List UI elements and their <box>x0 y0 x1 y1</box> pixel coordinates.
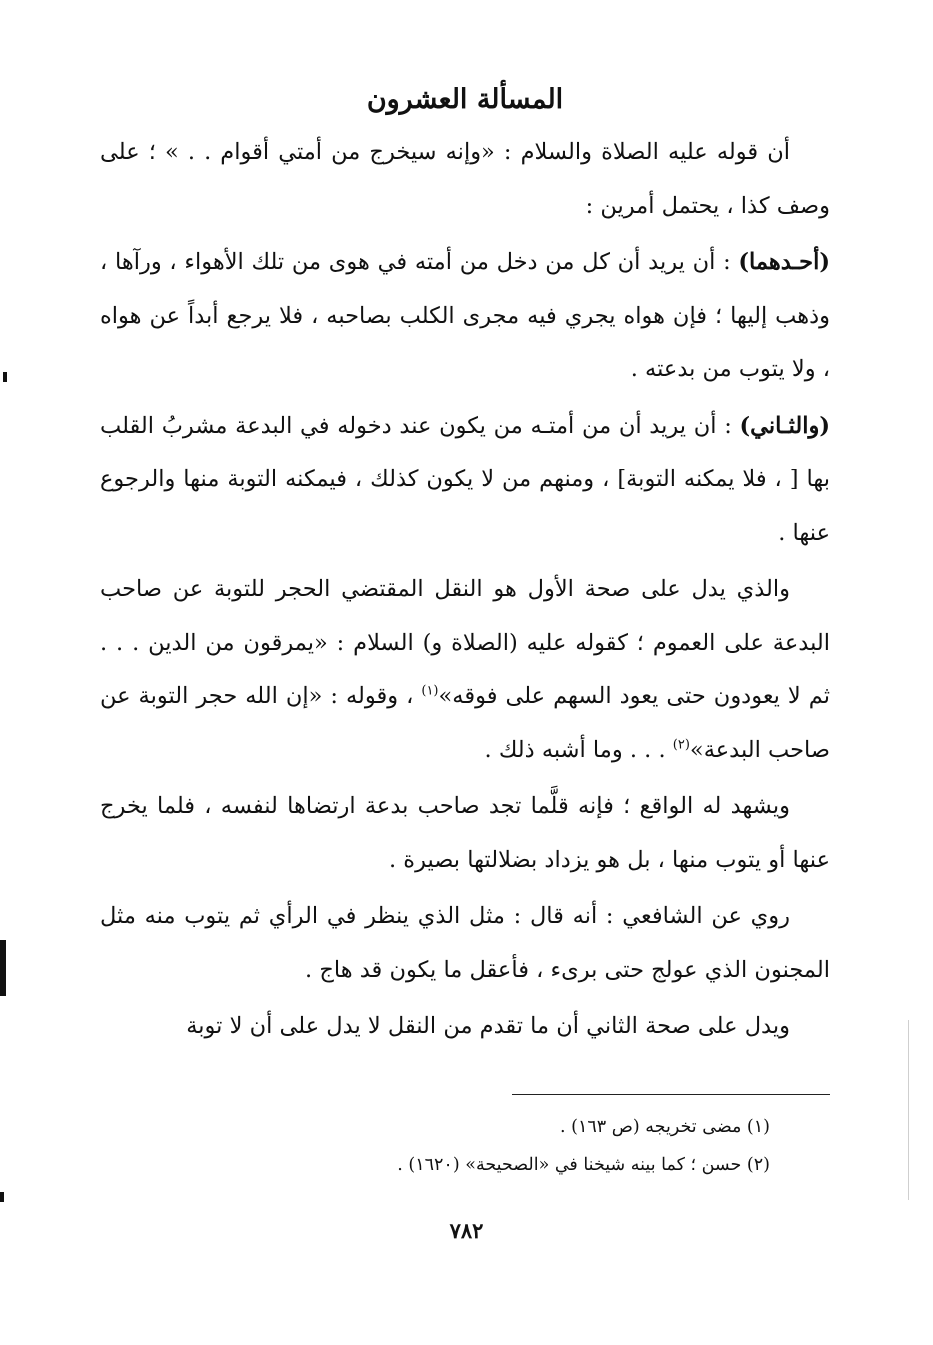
footnote-1: (١) مضى تخريجه (ص ١٦٣) . <box>560 1117 770 1137</box>
footnotes <box>210 1108 770 1184</box>
paragraph-lead: (أحـدهما) <box>738 249 830 275</box>
paragraph-first-option <box>100 236 830 397</box>
footnote-divider <box>512 1094 830 1095</box>
footnote-2: (٢) حسن ؛ كما بينه شيخنا في «الصحيحة» (١٦٢٠) . <box>397 1155 770 1175</box>
paragraph-text: : أن يريد أن من أمتـه من يكون عند دخوله في البدعة مشربُ القلب بها [ ، فلا يمكنه التوبة] ، ومنهم من لا يكون كذلك ، فيمكنه التوبة منها والرجوع عنها . <box>100 412 830 546</box>
paragraph-text: : أن يريد أن كل من دخل من أمته في هوى من تلك الأهواء ، ورآها ، وذهب إليها ؛ فإن هواه يجري فيه مجرى الكلب بصاحبه ، فلا يرجع أبداً عن هواه ، ولا يتوب من بدعته . <box>100 249 830 382</box>
page-body <box>100 78 830 1054</box>
paragraph-evidence-first <box>100 563 830 777</box>
paragraph-text: . . . وما أشبه ذلك . <box>484 736 673 763</box>
paragraph-lead: (والثـاني) <box>739 412 830 439</box>
scan-edge-line <box>908 1020 909 1200</box>
paragraph-text: روي عن الشافعي : أنه قال : مثل الذي ينظر في الرأي ثم يتوب منه مثل المجنون الذي عولج حتى برىء ، فأعقل ما يكون قد هاج . <box>100 903 830 983</box>
paragraph-text: ويدل على صحة الثاني أن ما تقدم من النقل لا يدل على أن لا توبة <box>186 1013 790 1039</box>
scan-mark <box>3 372 7 382</box>
scan-mark <box>0 940 6 996</box>
footnote-ref[interactable]: (٢) <box>672 737 690 752</box>
paragraph-reality <box>100 780 830 887</box>
paragraph-text: ، وقوله : «إن الله حجر التوبة عن صاحب البدعة» <box>100 683 830 763</box>
chapter-title: المسألة العشرون <box>366 84 564 115</box>
paragraph-text: والذي يدل على صحة الأول هو النقل المقتضي الحجر للتوبة عن صاحب البدعة على العموم ؛ كقوله عليه (الصلاة و) السلام : «يمرقون من الدين . . . ثم لا يعودون حتى يعود السهم على فوقه» <box>100 576 830 709</box>
paragraph-second-option <box>100 400 830 561</box>
paragraph-text: ويشهد له الواقع ؛ فإنه قلَّما تجد صاحب بدعة ارتضاها لنفسه ، فلما يخرج عنها أو يتوب منها ، بل هو يزداد بضلالتها بصيرة . <box>100 793 830 873</box>
paragraph-shafii <box>100 890 830 997</box>
paragraph-evidence-second <box>100 1000 830 1054</box>
paragraph-text: أن قوله عليه الصلاة والسلام : «وإنه سيخرج من أمتي أقوام . . » ؛ على وصف كذا ، يحتمل أمرين : <box>100 139 830 219</box>
page-number: ٧٨٢ <box>449 1218 484 1243</box>
paragraph-intro <box>100 126 830 233</box>
scan-mark <box>0 1192 4 1202</box>
footnote-ref[interactable]: (١) <box>421 683 439 699</box>
